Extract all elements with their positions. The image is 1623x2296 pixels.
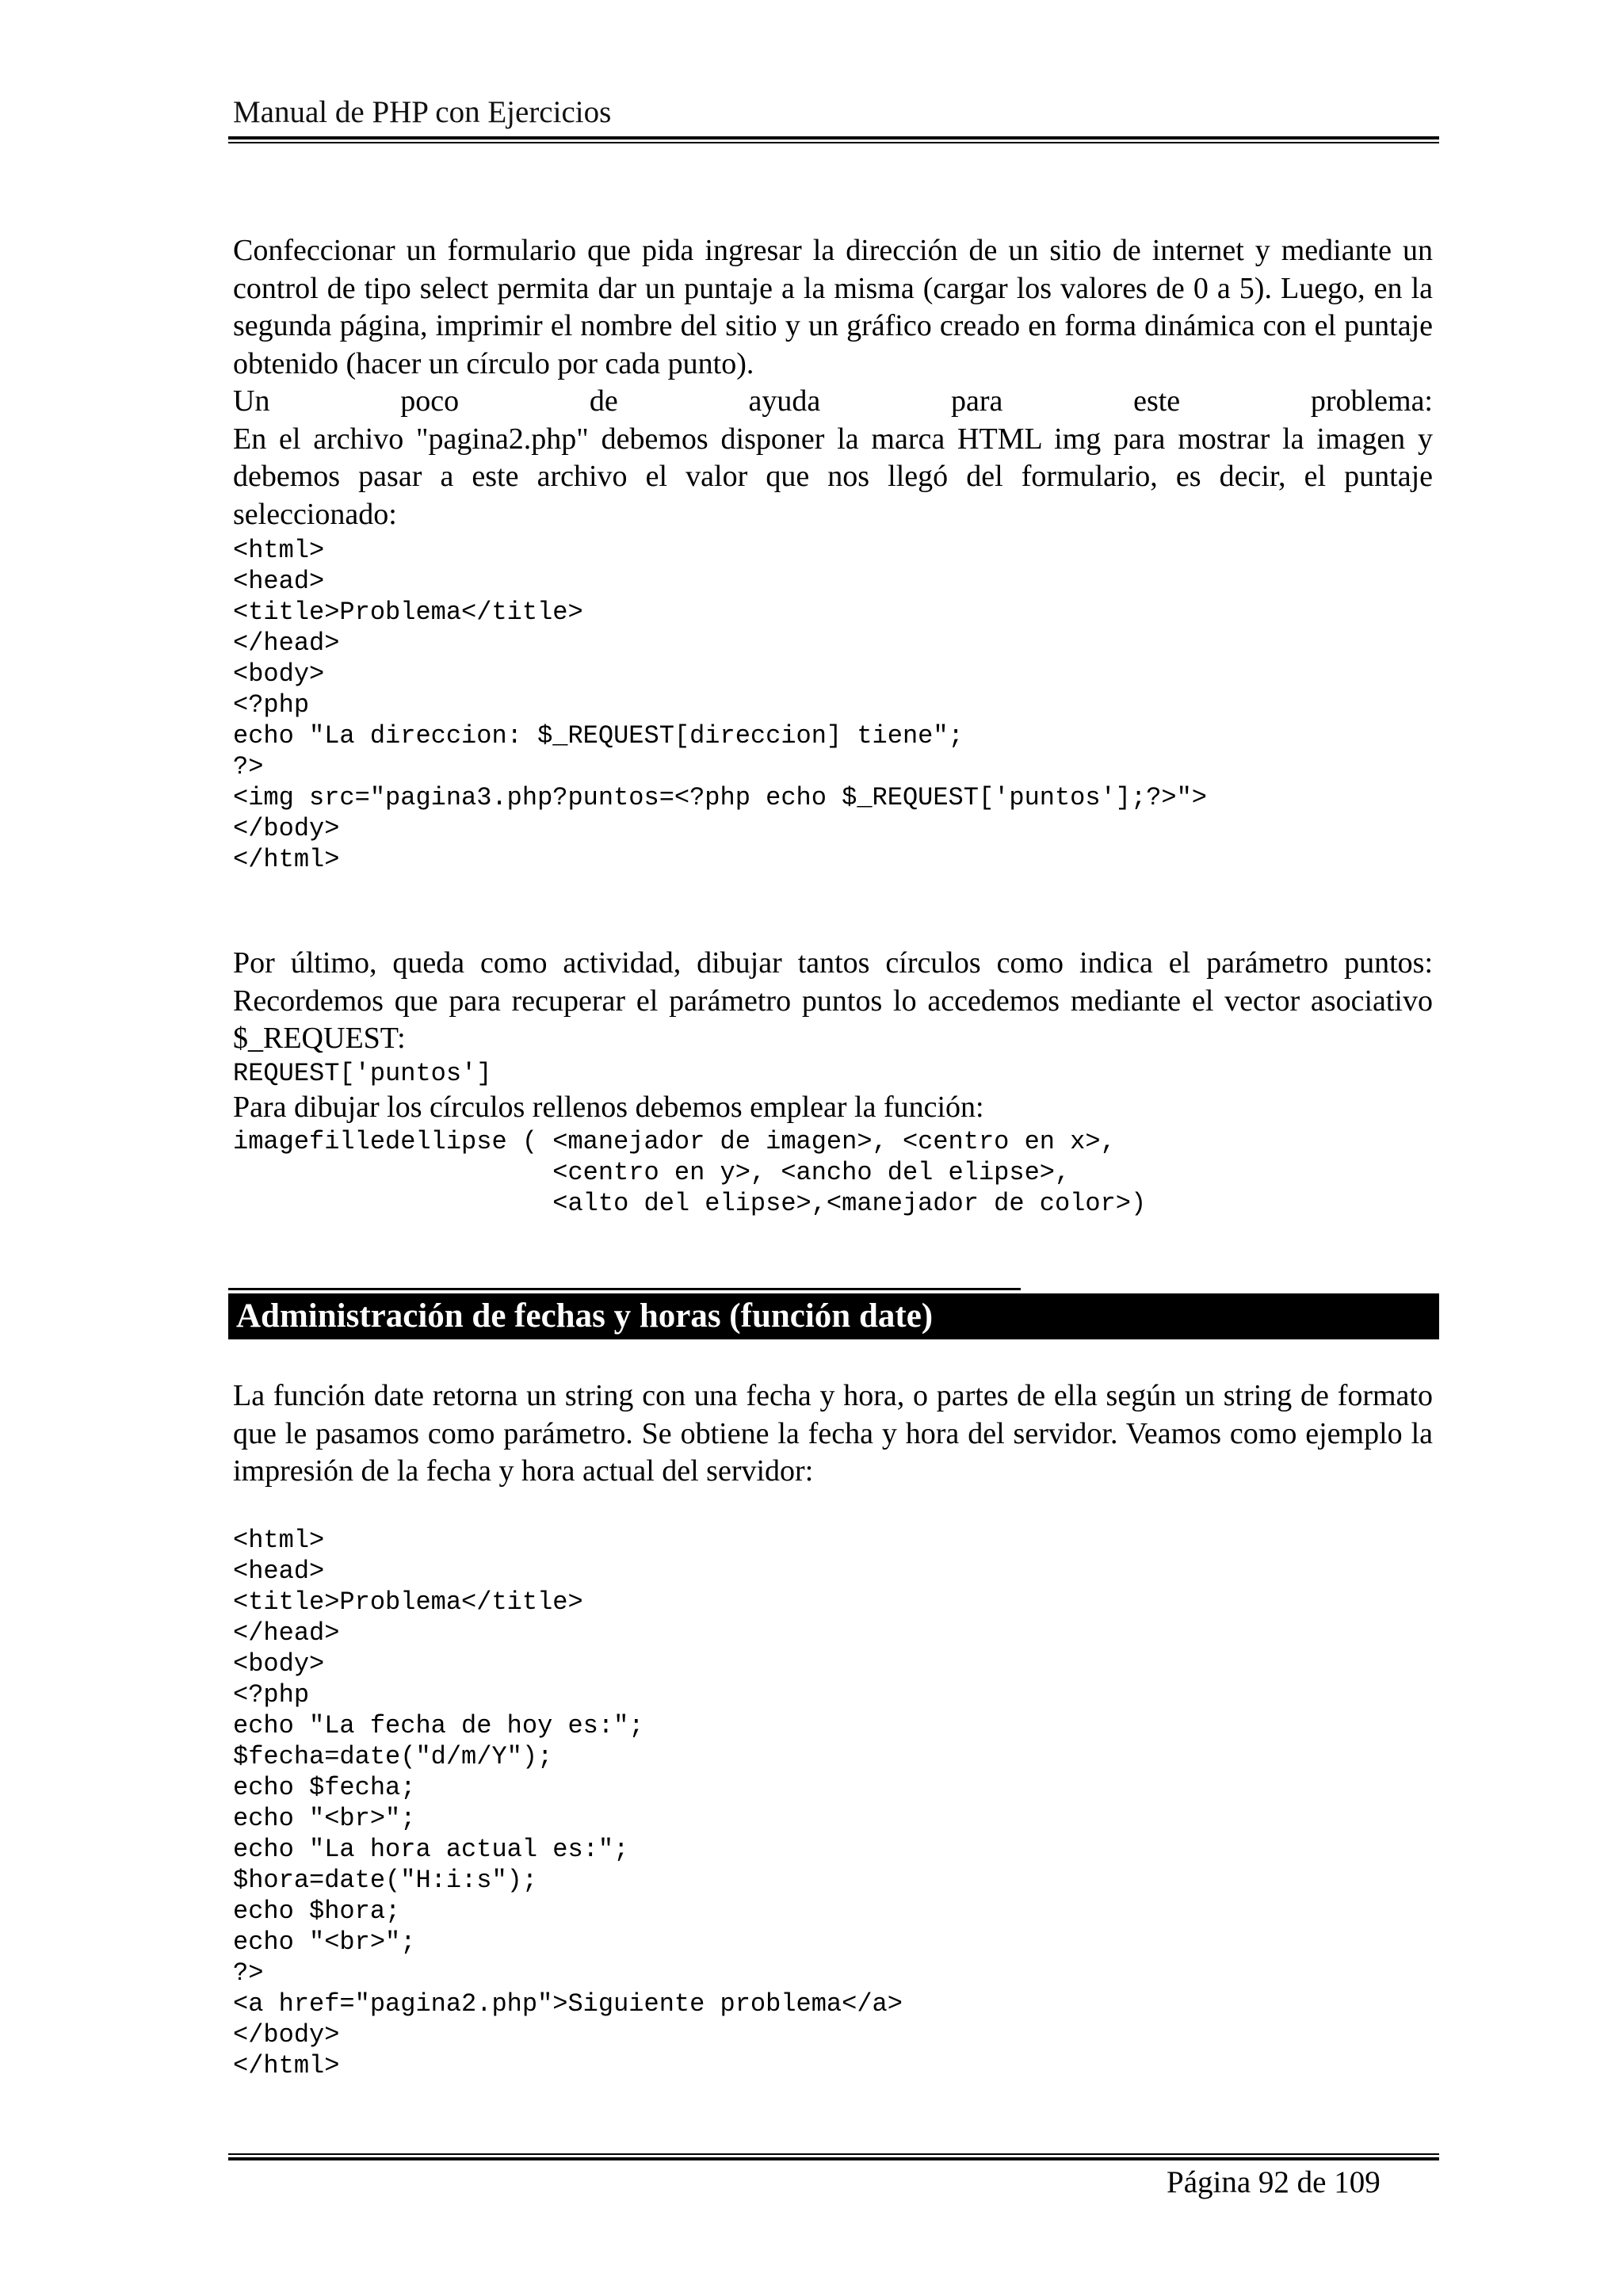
footer-rule-thick — [228, 2157, 1439, 2160]
section-heading: Administración de fechas y horas (función date) — [236, 1297, 934, 1335]
section-heading-bar — [228, 1293, 1439, 1339]
intro-code-block: <html> <head> <title>Problema</title> </head> <body> <?php echo "La direccion: $_REQUEST[direccion] tiene"; ?> <img src="pagina3.php?puntos=<?php echo $_REQUEST['puntos'];?>"> </body> </html> — [233, 536, 1207, 874]
intro-paragraph-3: En el archivo "pagina2.php" debemos disponer la marca HTML img para mostrar la imagen y debemos pasar a este archivo el valor que nos llegó del formulario, es decir, el puntaje seleccionado: — [233, 422, 1433, 531]
date-section-code-block: <html> <head> <title>Problema</title> </head> <body> <?php echo "La fecha de hoy es:"; $fecha=date("d/m/Y"); echo $fecha; echo "<br>"; echo "La hora actual es:"; $hora=date("H:i:s"); echo $hora; echo "<br>"; ?> <a href="pagina2.php">Siguiente problema</a> </body> </html> — [233, 1525, 903, 2080]
page-number: Página 92 de 109 — [1167, 2165, 1381, 2199]
activity-code-ellipse: imagefilledellipse ( <manejador de imagen>, <centro en x>, <centro en y>, <ancho del elipse>, <alto del elipse>,<manejador de color>) — [233, 1127, 1147, 1218]
activity-paragraph-2: Para dibujar los círculos rellenos debemos emplear la función: — [233, 1090, 984, 1124]
activity-paragraph-1: Por último, queda como actividad, dibujar tantos círculos como indica el parámetro puntos: Recordemos que para recuperar el parámetro puntos lo accedemos mediante el vector asociativo $_REQUEST: — [233, 946, 1433, 1055]
running-header-title: Manual de PHP con Ejercicios — [233, 95, 612, 129]
intro-paragraph-1: Confeccionar un formulario que pida ingresar la dirección de un sitio de internet y mediante un control de tipo select permita dar un puntaje a la misma (cargar los valores de 0 a 5). Luego, en la segunda página, imprimir el nombre del sitio y un gráfico creado en forma dinámica con el puntaje obtenido (hacer un círculo por cada punto). — [233, 234, 1433, 380]
intro-paragraph-2: Un poco de ayuda para este problema: — [233, 384, 1433, 418]
header-rule-thin — [228, 142, 1439, 143]
date-section-paragraph: La función date retorna un string con una fecha y hora, o partes de ella según un string de formato que le pasamos como parámetro. Se obtiene la fecha y hora del servidor. Veamos como ejemplo la impresión de la fecha y hora actual del servidor: — [233, 1379, 1433, 1488]
activity-block — [233, 945, 1433, 1219]
section-overline — [228, 1288, 1021, 1290]
activity-code-request: REQUEST['puntos'] — [233, 1058, 492, 1088]
footer-rule-thin — [228, 2153, 1439, 2155]
header-rule-thick — [228, 136, 1439, 139]
intro-block — [233, 232, 1433, 875]
date-section-block — [233, 1377, 1433, 2081]
